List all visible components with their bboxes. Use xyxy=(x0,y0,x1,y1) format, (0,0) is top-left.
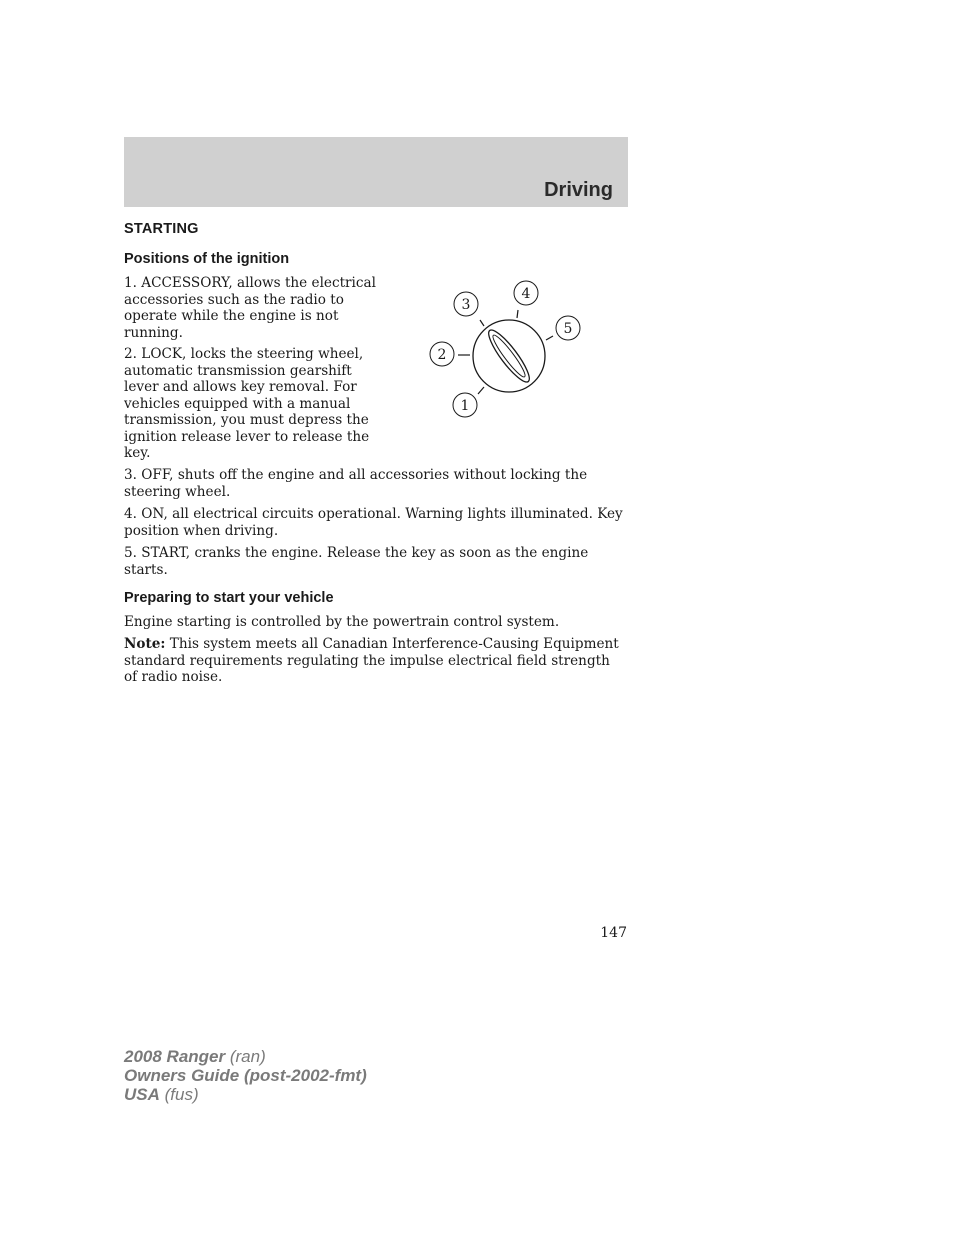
prepare-text: Engine starting is controlled by the powertrain control system. xyxy=(124,614,560,630)
position-label-5 xyxy=(556,316,580,340)
svg-text:4: 4 xyxy=(521,286,531,302)
ignition-diagram xyxy=(420,270,590,430)
section-title: Driving xyxy=(544,179,613,201)
item-lock: 2. LOCK, locks the steering wheel, automatic transmission gearshift lever and allows key removal. For vehicles equipped with a manual transmission, you must depress the ignition release lever to release the key. xyxy=(124,346,370,461)
position-label-3 xyxy=(454,292,478,316)
item-off: 3. OFF, shuts off the engine and all accessories without locking the steering wheel. xyxy=(124,467,588,500)
footer-line-1: 2008 Ranger (ran) xyxy=(124,1047,266,1066)
item-accessory: 1. ACCESSORY, allows the electrical accessories such as the radio to operate while the engine is not running. xyxy=(124,275,376,341)
position-label-4 xyxy=(514,281,538,305)
svg-text:5: 5 xyxy=(563,321,573,337)
note-label: Note: xyxy=(124,636,166,652)
page-number: 147 xyxy=(600,925,627,941)
svg-text:1: 1 xyxy=(460,398,470,414)
position-label-1 xyxy=(453,393,477,417)
footer-line-3: USA (fus) xyxy=(124,1085,199,1104)
svg-text:2: 2 xyxy=(437,347,447,363)
item-on: 4. ON, all electrical circuits operational. Warning lights illuminated. Key position when driving. xyxy=(124,506,623,539)
note-paragraph xyxy=(124,636,624,686)
header-band xyxy=(124,137,628,207)
footer-line-2: Owners Guide (post-2002-fmt) xyxy=(124,1066,367,1085)
footer xyxy=(124,1047,367,1104)
position-label-2 xyxy=(430,342,454,366)
item-start: 5. START, cranks the engine. Release the key as soon as the engine starts. xyxy=(124,545,589,578)
note-text: This system meets all Canadian Interference-Causing Equipment standard requirements regulating the impulse electrical field strength of radio noise. xyxy=(124,636,619,685)
page-heading: STARTING xyxy=(124,221,199,237)
subheading-prepare: Preparing to start your vehicle xyxy=(124,590,334,606)
subheading-ignition: Positions of the ignition xyxy=(124,251,290,267)
svg-text:3: 3 xyxy=(461,297,471,313)
